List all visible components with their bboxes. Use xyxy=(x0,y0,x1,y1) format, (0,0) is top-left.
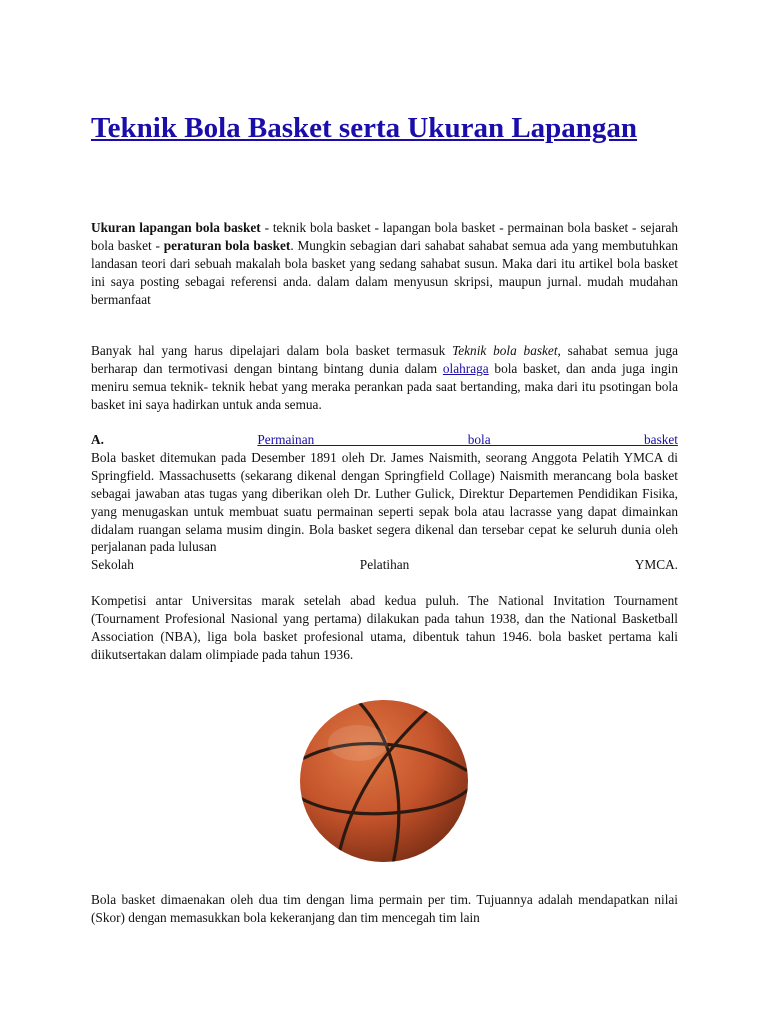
italic-keyword: Teknik bola basket xyxy=(452,343,558,358)
history-body: Bola basket ditemukan pada Desember 1891 oleh Dr. James Naismith, seorang Anggota Pelatih YMCA di Springfield. Massachusetts (sekarang dikenal dengan Springfield Collage) Naismith merancang bola basket sebagai jawaban atas tugas yang diberikan oleh Dr. Luther Gulick, Direktur Departemen Pendidikan Fisika, yang menugaskan untuk membuat suatu permainan seperti sepak bola atau lacrasse yang dapat dimainkan didalam ruangan selama musim dingin. Bola basket segera dikenal dan tersebar cepat ke seluruh dunia oleh perjalanan pada lulusan xyxy=(91,449,678,555)
history-section xyxy=(91,431,678,574)
bold-keyword: peraturan bola basket xyxy=(163,237,291,253)
history-last-line: Sekolah Pelatihan YMCA. xyxy=(91,557,678,573)
basketball-icon xyxy=(298,698,470,864)
article-title-link[interactable]: Teknik Bola Basket serta Ukuran Lapangan xyxy=(91,112,638,144)
rules-paragraph: Bola basket dimaenakan oleh dua tim dengan lima permain per tim. Tujuannya adalah mendapatkan nilai (Skor) dengan memasukkan bola kekeranjang dan tim mencegah tim lain xyxy=(91,892,678,925)
techniques-paragraph xyxy=(91,342,678,414)
text-span: . Mungkin sebagian dari sahabat sahabat semua ada yang membutuhkan landasan teori dari sebuah makalah bola basket yang sedang sahabat susun. Maka dari itu artikel bola basket ini saya posting sebagai referensi anda. dalam dalam menyusun skripsi, maupun jurnal. mudah mudahan bermanfaat xyxy=(91,237,679,307)
section-label: A. xyxy=(91,432,104,447)
basketball-image xyxy=(298,698,470,864)
text-span: - teknik bola basket - lapangan bola basket - permainan bola basket - sejarah bola basket - xyxy=(91,220,678,253)
text-span: Banyak hal yang harus dipelajari dalam bola basket termasuk xyxy=(91,343,453,358)
permainan-bola-basket-link[interactable]: Permainan bola basket xyxy=(257,432,679,447)
competition-paragraph: Kompetisi antar Universitas marak setelah abad kedua puluh. The National Invitation Tournament (Tournament Profesional Nasional yang pertama) dilakukan pada tahun 1938, dan the National Basketball Association (NBA), liga bola basket profesional utama, dibentuk tahun 1946. bola basket pertama kali diikutsertakan dalam olimpiade pada tahun 1936. xyxy=(91,593,678,662)
section-heading xyxy=(91,431,678,449)
bold-keyword: Ukuran lapangan bola basket xyxy=(91,220,261,235)
text-span: , sahabat semua juga berharap dan termotivasi dengan bintang bintang dunia dalam xyxy=(91,343,679,376)
intro-paragraph xyxy=(91,219,678,309)
olahraga-link[interactable]: olahraga xyxy=(442,360,489,376)
text-span: bola basket, dan anda juga ingin meniru semua teknik- teknik hebat yang meraka perankan pada saat bertanding, maka dari itu psotingan bola basket ini saya hadirkan untuk anda semua. xyxy=(91,360,678,412)
